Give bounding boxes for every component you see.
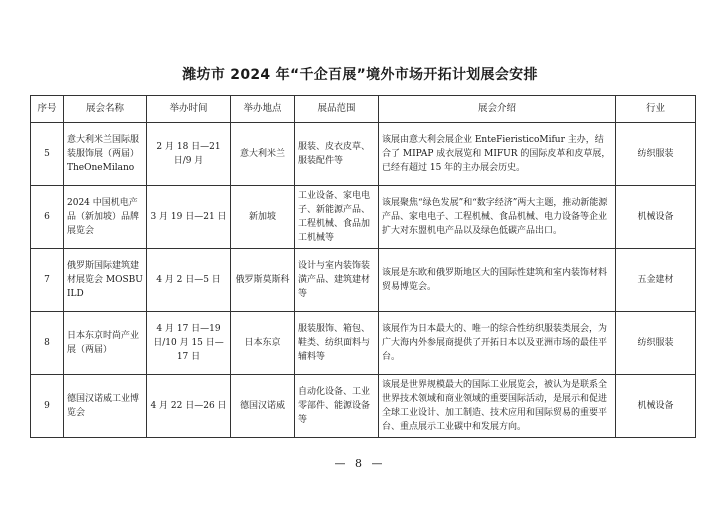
exhibit-scope: 自动化设备、工业零部件、能源设备等 [295,375,379,438]
industry: 机械设备 [616,186,696,249]
exhibition-intro: 该展作为日本最大的、唯一的综合性纺织服装类展会，为广大海内外参展商提供了开拓日本以及亚洲市场的最佳平台。 [379,312,616,375]
exhibition-location: 意大利米兰 [231,123,295,186]
exhibit-scope: 工业设备、家电电子、新能源产品、工程机械、食品加工机械等 [295,186,379,249]
exhibition-intro: 该展是东欧和俄罗斯地区大的国际性建筑和室内装饰材料贸易博览会。 [379,249,616,312]
exhibit-scope: 服装、皮衣皮草、服装配件等 [295,123,379,186]
exhibition-time: 2 月 18 日—21 日/9 月 [147,123,231,186]
exhibit-scope: 设计与室内装饰装潢产品、建筑建材等 [295,249,379,312]
column-header: 展会名称 [64,96,147,123]
exhibition-location: 俄罗斯莫斯科 [231,249,295,312]
page-number: — 8 — [334,457,386,470]
exhibition-time: 3 月 19 日—21 日 [147,186,231,249]
exhibition-name: 2024 中国机电产品（新加坡）品牌展览会 [64,186,147,249]
exhibition-name: 意大利米兰国际服装服饰展（两届）TheOneMilano [64,123,147,186]
column-header: 举办时间 [147,96,231,123]
exhibition-location: 德国汉诺威 [231,375,295,438]
exhibition-intro: 该展聚焦“绿色发展”和“数字经济”两大主题，推动新能源产品、家电电子、工程机械、食品机械、电力设备等企业扩大对东盟机电产品以及绿色低碳产品出口。 [379,186,616,249]
page-title: 潍坊市 2024 年“千企百展”境外市场开拓计划展会安排 [182,67,538,83]
exhibition-time: 4 月 22 日—26 日 [147,375,231,438]
column-header: 行业 [616,96,696,123]
industry: 五金建材 [616,249,696,312]
industry: 机械设备 [616,375,696,438]
column-header: 展品范围 [295,96,379,123]
table-row [31,249,696,312]
table-header-row [31,96,696,123]
industry: 纺织服装 [616,312,696,375]
row-number: 6 [31,186,64,249]
column-header: 序号 [31,96,64,123]
exhibition-time: 4 月 17 日—19 日/10 月 15 日—17 日 [147,312,231,375]
table-row [31,123,696,186]
table-row [31,375,696,438]
exhibition-intro: 该展是世界规模最大的国际工业展览会，被认为是联系全世界技术领域和商业领域的重要国际活动，是展示和促进全球工业设计、加工制造、技术应用和国际贸易的重要平台、重点展示工业碳中和发展方向。 [379,375,616,438]
exhibition-schedule-table [30,95,696,438]
column-header: 展会介绍 [379,96,616,123]
industry: 纺织服装 [616,123,696,186]
exhibition-intro: 该展由意大利会展企业 EnteFieristicoMifur 主办，结合了 MIPAP 成衣展览和 MIFUR 的国际皮革和皮草展，已经有超过 15 年的主办展会历史。 [379,123,616,186]
table-row [31,312,696,375]
row-number: 9 [31,375,64,438]
exhibition-location: 新加坡 [231,186,295,249]
exhibition-name: 日本东京时尚产业展（两届） [64,312,147,375]
exhibition-location: 日本东京 [231,312,295,375]
exhibition-name: 俄罗斯国际建筑建材展览会 MOSBUILD [64,249,147,312]
row-number: 7 [31,249,64,312]
exhibition-name: 德国汉诺威工业博览会 [64,375,147,438]
row-number: 8 [31,312,64,375]
exhibit-scope: 服装服饰、箱包、鞋类、纺织面料与辅料等 [295,312,379,375]
column-header: 举办地点 [231,96,295,123]
exhibition-time: 4 月 2 日—5 日 [147,249,231,312]
table-row [31,186,696,249]
row-number: 5 [31,123,64,186]
